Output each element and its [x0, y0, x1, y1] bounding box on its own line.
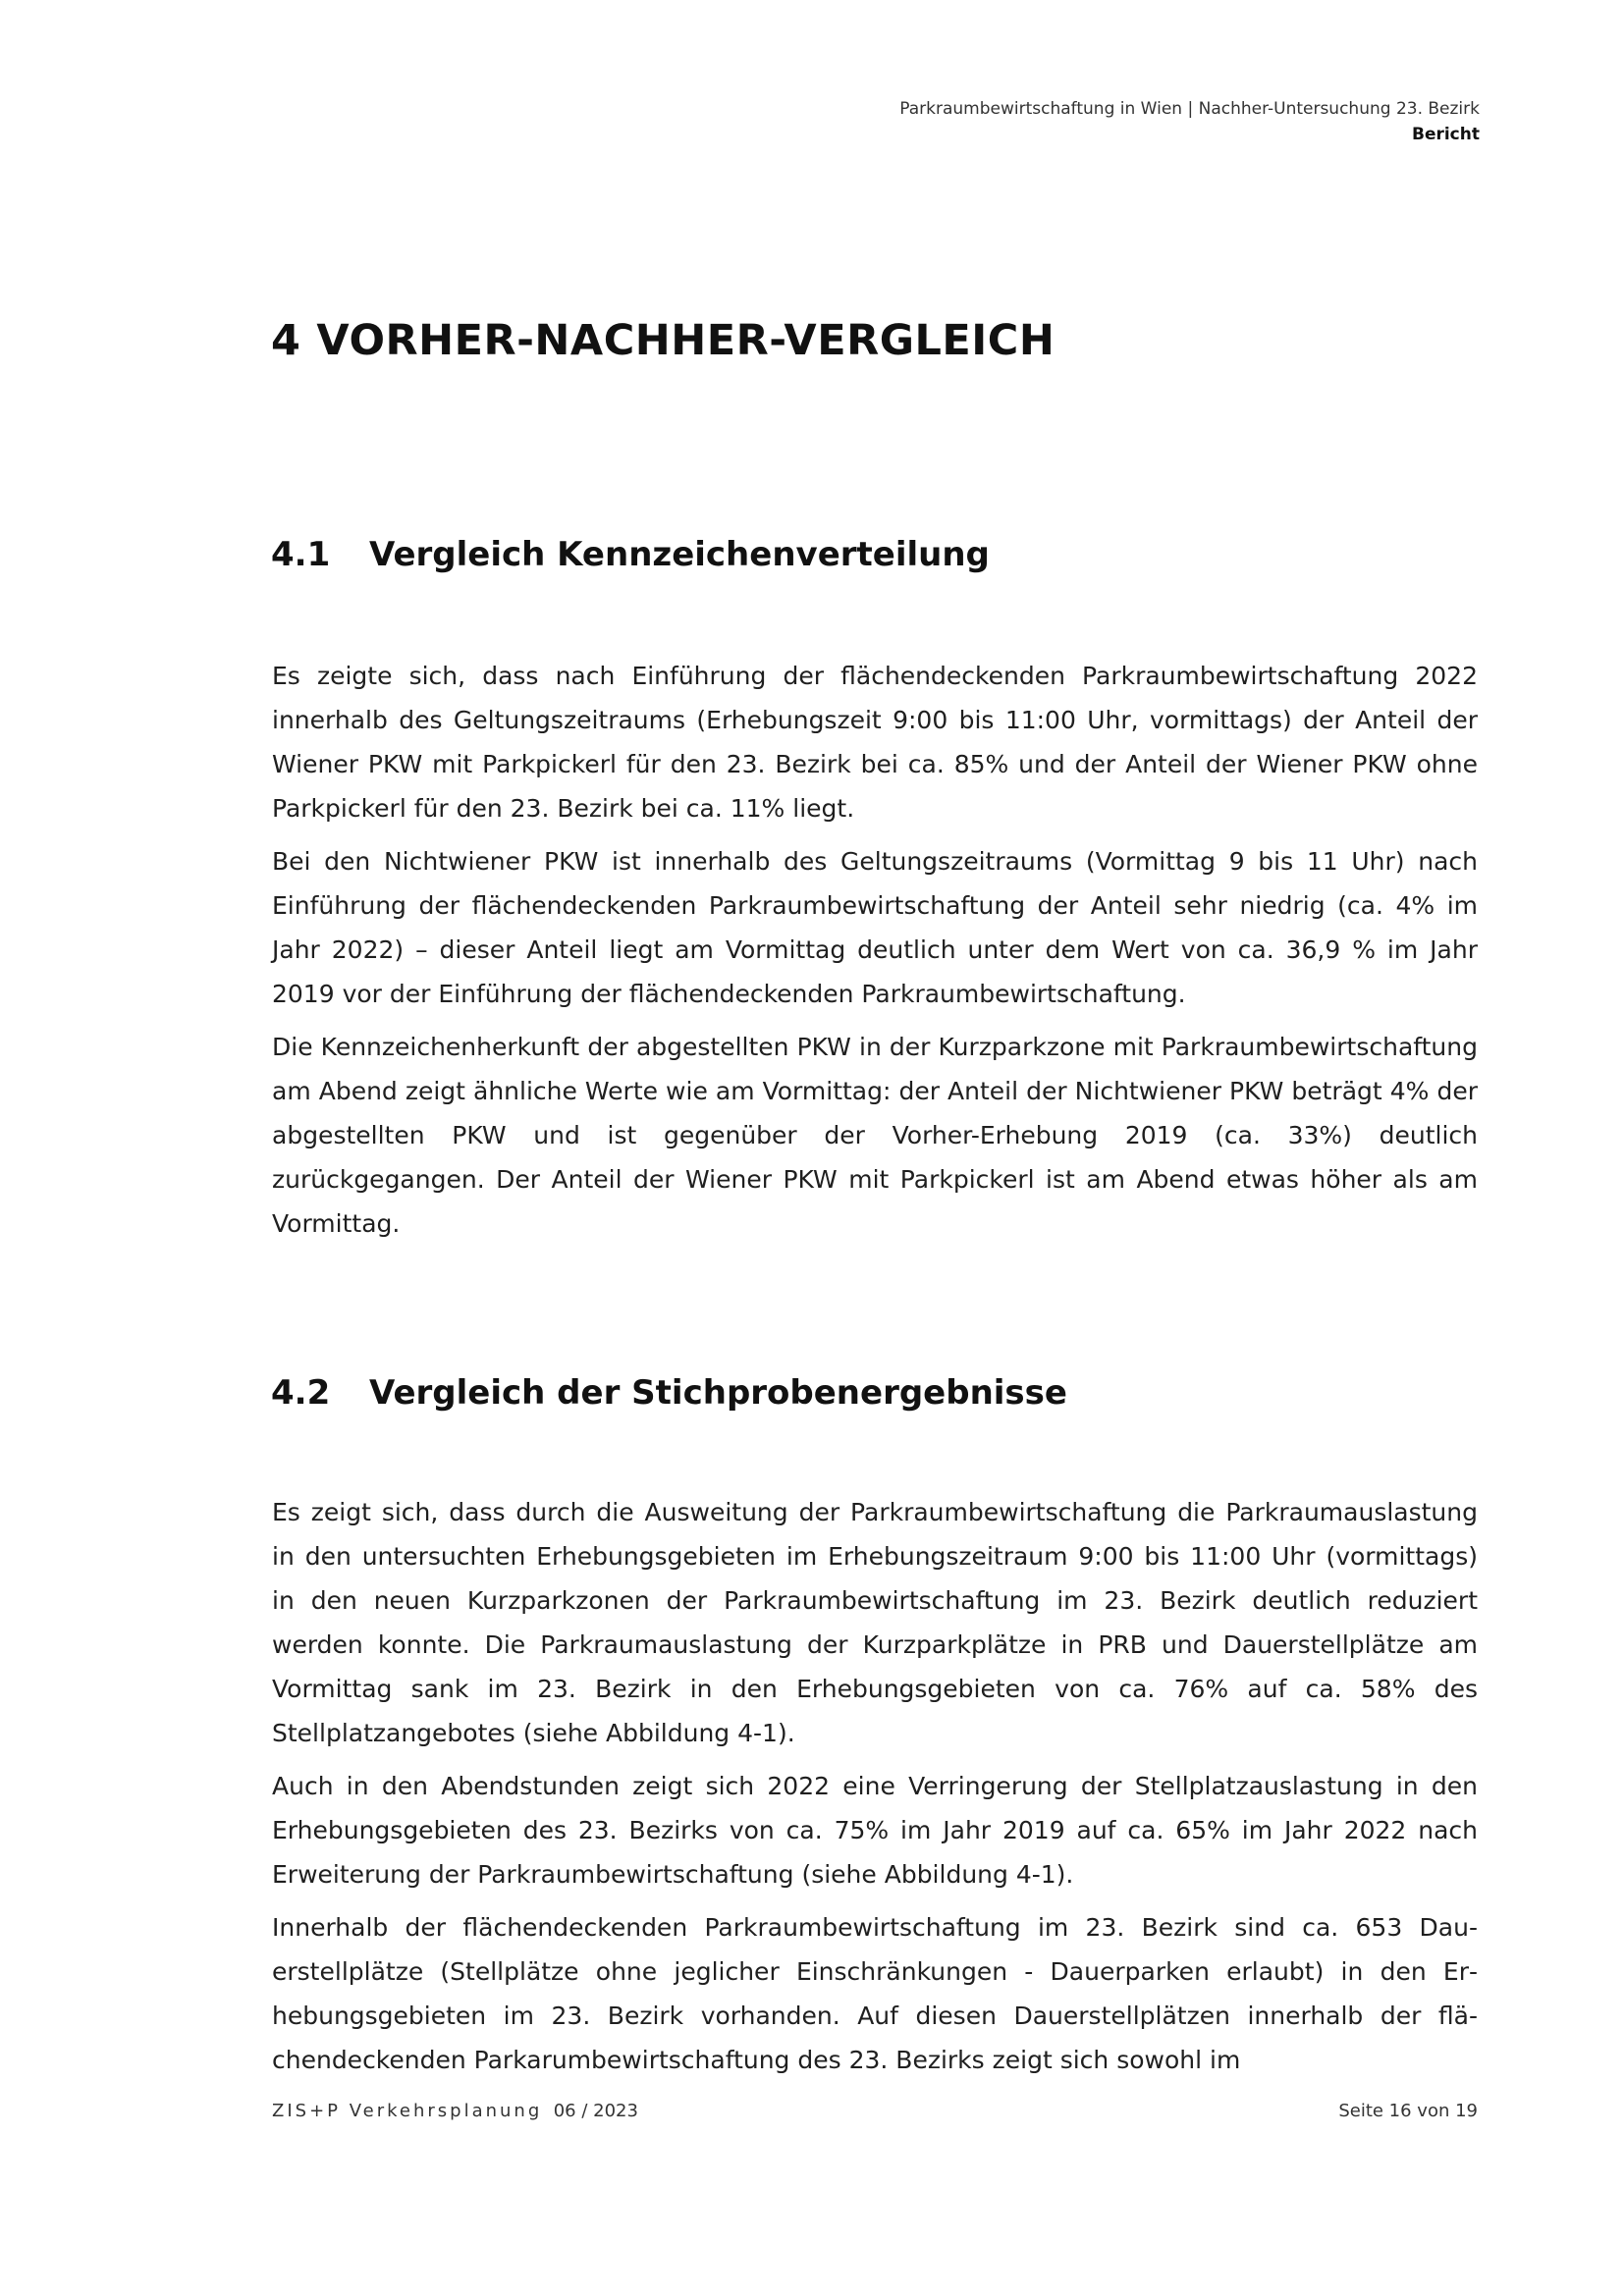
section-number: 4.2	[271, 1373, 331, 1413]
section-title: Vergleich Kennzeichenverteilung	[369, 535, 990, 574]
footer-left	[272, 2101, 638, 2121]
footer-organization: ZIS+P Verkehrsplanung	[272, 2101, 543, 2121]
section-body-4-2	[272, 1490, 1478, 2091]
chapter-title: VORHER-NACHHER-VERGLEICH	[316, 316, 1056, 365]
paragraph: Innerhalb der flächendeckenden Parkraumbewirtschaftung im 23. Bezirk sind ca. 653 Dauerstellplätze (Stellplätze ohne jeglicher Einschränkungen - Dauerparken erlaubt) in den Erhebungsgebieten im 23. Bezirk vorhanden. Auf diesen Dauerstellplätzen innerhalb der flächendeckenden Parkarumbewirtschaftung des 23. Bezirks zeigt sich sowohl im	[272, 1913, 1478, 2074]
paragraph: Bei den Nichtwiener PKW ist innerhalb des Geltungszeitraums (Vormittag 9 bis 11 Uhr) nach Einführung der flächendeckenden Parkraumbewirtschaftung der Anteil sehr niedrig (ca. 4% im Jahr 2022) – dieser Anteil liegt am Vormittag deutlich unter dem Wert von ca. 36,9 % im Jahr 2019 vor der Einführung der flächendeckenden Parkraumbewirtschaftung.	[272, 847, 1478, 1008]
footer-date: 06 / 2023	[553, 2101, 638, 2121]
section-body-4-1	[272, 654, 1478, 1255]
footer-page-number: Seite 16 von 19	[1338, 2101, 1478, 2121]
header-document-title: Parkraumbewirtschaftung in Wien | Nachher-Untersuchung 23. Bezirk	[899, 99, 1480, 119]
section-heading-4-1	[271, 535, 990, 574]
section-number: 4.1	[271, 535, 331, 574]
chapter-number: 4	[271, 316, 301, 365]
section-title: Vergleich der Stichprobenergebnisse	[369, 1373, 1067, 1413]
paragraph: Auch in den Abendstunden zeigt sich 2022 eine Verringerung der Stellplatzauslastung in den Erhebungsgebieten des 23. Bezirks von ca. 75% im Jahr 2019 auf ca. 65% im Jahr 2022 nach Erweiterung der Parkraumbewirtschaftung (siehe Abbildung 4-1).	[272, 1772, 1478, 1889]
paragraph: Es zeigte sich, dass nach Einführung der flächendeckenden Parkraumbewirtschaftung 2022 innerhalb des Geltungszeitraums (Erhebungszeit 9:00 bis 11:00 Uhr, vormittags) der Anteil der Wiener PKW mit Parkpickerl für den 23. Bezirk bei ca. 85% und der Anteil der Wiener PKW ohne Parkpickerl für den 23. Bezirk bei ca. 11% liegt.	[272, 662, 1478, 823]
section-heading-4-2	[271, 1373, 1067, 1413]
paragraph: Es zeigt sich, dass durch die Ausweitung der Parkraumbewirtschaftung die Parkraumauslastung in den untersuchten Erhebungsgebieten im Erhebungszeitraum 9:00 bis 11:00 Uhr (vormittags) in den neuen Kurzparkzonen der Parkraumbewirtschaftung im 23. Bezirk deutlich reduziert werden konnte. Die Parkraumauslastung der Kurzparkplätze in PRB und Dauerstellplätze am Vormittag sank im 23. Bezirk in den Erhebungsgebieten von ca. 76% auf ca. 58% des Stellplatzangebotes (siehe Abbildung 4-1).	[272, 1498, 1478, 1747]
header-document-type: Bericht	[1411, 125, 1480, 144]
page-header	[899, 96, 1480, 147]
chapter-heading	[271, 316, 1055, 365]
paragraph: Die Kennzeichenherkunft der abgestellten PKW in der Kurzparkzone mit Parkraumbewirtschaftung am Abend zeigt ähnliche Werte wie am Vormittag: der Anteil der Nichtwiener PKW beträgt 4% der abgestellten PKW und ist gegenüber der Vorher-Erhebung 2019 (ca. 33%) deutlich zurückgegangen. Der Anteil der Wiener PKW mit Parkpickerl ist am Abend etwas höher als am Vormittag.	[272, 1033, 1478, 1238]
